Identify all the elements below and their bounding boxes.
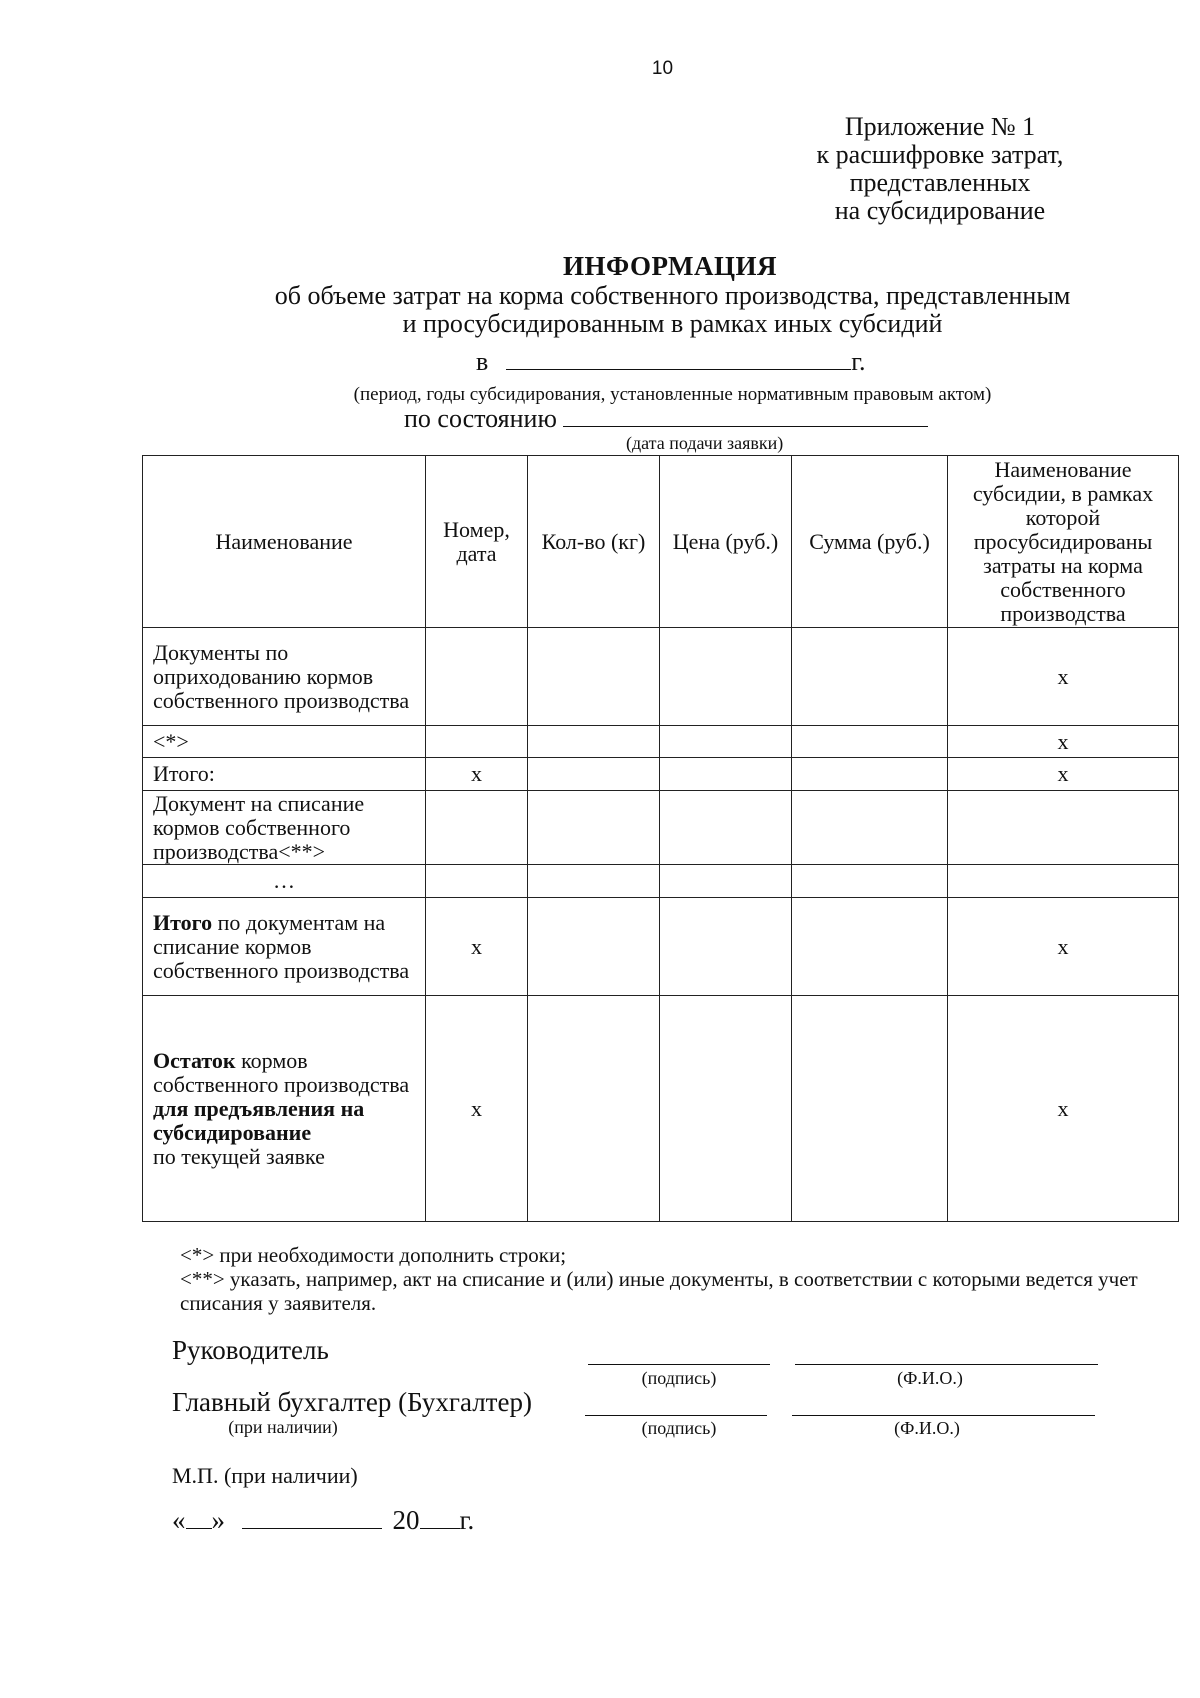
row-label-text: по текущей заявке <box>153 1143 325 1169</box>
table-row <box>143 898 1179 996</box>
table-row <box>143 726 1179 758</box>
footnote-2: <**> указать, например, акт на списание и (или) иные документы, в соответствии с которыми ведется учет списания у заявителя. <box>180 1267 1138 1315</box>
header-name: Наименование <box>143 456 426 628</box>
head-label: Руководитель <box>172 1335 329 1365</box>
cell-empty <box>528 791 660 865</box>
head-signature-line <box>588 1364 770 1365</box>
period-note: (период, годы субсидирования, установленные нормативным правовым актом) <box>353 384 992 405</box>
cell-mark: х <box>948 758 1179 791</box>
table-row <box>143 996 1179 1222</box>
data-table <box>142 455 1179 1222</box>
header-sum: Сумма (руб.) <box>792 456 948 628</box>
footnote-1: <*> при необходимости дополнить строки; <box>180 1243 567 1267</box>
cell-empty <box>660 628 792 726</box>
year-blank <box>420 1508 460 1529</box>
header-price: Цена (руб.) <box>660 456 792 628</box>
cell-empty <box>792 865 948 898</box>
date-note: (дата подачи заявки) <box>626 433 784 453</box>
as-of-blank <box>563 404 928 427</box>
cell-empty <box>792 898 948 996</box>
cell-empty <box>528 726 660 758</box>
cell-empty <box>660 996 792 1222</box>
row-label-text: по документам на списание кормов собственного производства <box>153 909 410 983</box>
date-open-quote: « <box>172 1505 186 1535</box>
as-of-label: по состоянию <box>404 404 557 433</box>
cell-empty <box>792 791 948 865</box>
period-blank <box>506 347 851 370</box>
row-label: … <box>143 865 426 898</box>
cell-empty <box>660 865 792 898</box>
subtitle-line-2: и просубсидированным в рамках иных субсидий <box>402 309 943 338</box>
cell-empty <box>426 865 528 898</box>
appendix-line-4: на субсидирование <box>834 196 1046 225</box>
head-signature-caption: (подпись) <box>641 1368 717 1388</box>
row-label-bold: для предъявления на субсидирование <box>153 1095 365 1145</box>
cell-mark: х <box>948 628 1179 726</box>
accountant-label: Главный бухгалтер (Бухгалтер) <box>172 1387 532 1417</box>
cell-mark: х <box>426 898 528 996</box>
cell-empty <box>528 758 660 791</box>
cell-empty <box>528 898 660 996</box>
header-qty: Кол-во (кг) <box>528 456 660 628</box>
cell-empty <box>528 996 660 1222</box>
date-close-quote: » <box>211 1505 225 1535</box>
as-of-line <box>404 404 928 434</box>
period-line <box>476 347 866 377</box>
accountant-fio-caption: (Ф.И.О.) <box>894 1418 960 1438</box>
row-label-bold: Остаток <box>153 1047 236 1073</box>
cell-empty <box>426 791 528 865</box>
period-prefix: в <box>476 347 489 376</box>
row-label <box>143 898 426 996</box>
year-prefix: 20 <box>392 1505 420 1535</box>
cell-empty <box>792 758 948 791</box>
page-number: 10 <box>651 58 674 79</box>
row-label-text: кормов собственного производства <box>153 1047 410 1097</box>
cell-empty <box>948 865 1179 898</box>
header-number-date: Номер, дата <box>426 456 528 628</box>
cell-mark: х <box>948 726 1179 758</box>
stamp-label: М.П. (при наличии) <box>172 1463 358 1488</box>
table-row <box>143 791 1179 865</box>
cell-empty <box>426 628 528 726</box>
year-suffix: г. <box>459 1505 475 1535</box>
cell-empty <box>948 791 1179 865</box>
header-row <box>143 456 1179 628</box>
day-blank <box>186 1508 212 1529</box>
month-blank <box>242 1508 382 1529</box>
row-label: Итого: <box>143 758 426 791</box>
appendix-block <box>790 113 1090 225</box>
table-row <box>143 628 1179 726</box>
cell-mark: х <box>948 898 1179 996</box>
cell-mark: х <box>948 996 1179 1222</box>
table-row <box>143 758 1179 791</box>
appendix-line-2: к расшифровке затрат, <box>816 140 1064 169</box>
head-fio-caption: (Ф.И.О.) <box>897 1368 963 1388</box>
row-label: Документ на списание кормов собственного производства<**> <box>143 791 426 865</box>
cell-empty <box>528 865 660 898</box>
date-line <box>172 1505 474 1536</box>
row-label-bold: Итого <box>153 909 213 935</box>
row-label: Документы по оприходованию кормов собственного производства <box>143 628 426 726</box>
appendix-line-1: Приложение № 1 <box>844 112 1036 141</box>
row-label <box>143 996 426 1222</box>
head-fio-line <box>795 1364 1098 1365</box>
cell-mark: х <box>426 758 528 791</box>
cell-empty <box>792 628 948 726</box>
accountant-signature-caption: (подпись) <box>641 1418 717 1438</box>
cell-empty <box>660 791 792 865</box>
cell-empty <box>792 996 948 1222</box>
period-suffix: г. <box>851 347 866 376</box>
header-subsidy: Наименование субсидии, в рамках которой просубсидированы затраты на корма собственного производства <box>948 456 1179 628</box>
table-row <box>143 865 1179 898</box>
cell-mark: х <box>426 996 528 1222</box>
cell-empty <box>528 628 660 726</box>
accountant-signature-line <box>585 1415 767 1416</box>
appendix-line-3: представленных <box>849 168 1031 197</box>
accountant-fio-line <box>792 1415 1095 1416</box>
document-title: ИНФОРМАЦИЯ <box>563 251 777 281</box>
accountant-if-any: (при наличии) <box>228 1417 338 1437</box>
cell-empty <box>660 898 792 996</box>
cell-empty <box>660 758 792 791</box>
cell-empty <box>426 726 528 758</box>
cell-empty <box>660 726 792 758</box>
document-subtitle <box>0 282 1200 338</box>
subtitle-line-1: об объеме затрат на корма собственного производства, представленным <box>274 281 1071 310</box>
cell-empty <box>792 726 948 758</box>
row-label: <*> <box>143 726 426 758</box>
